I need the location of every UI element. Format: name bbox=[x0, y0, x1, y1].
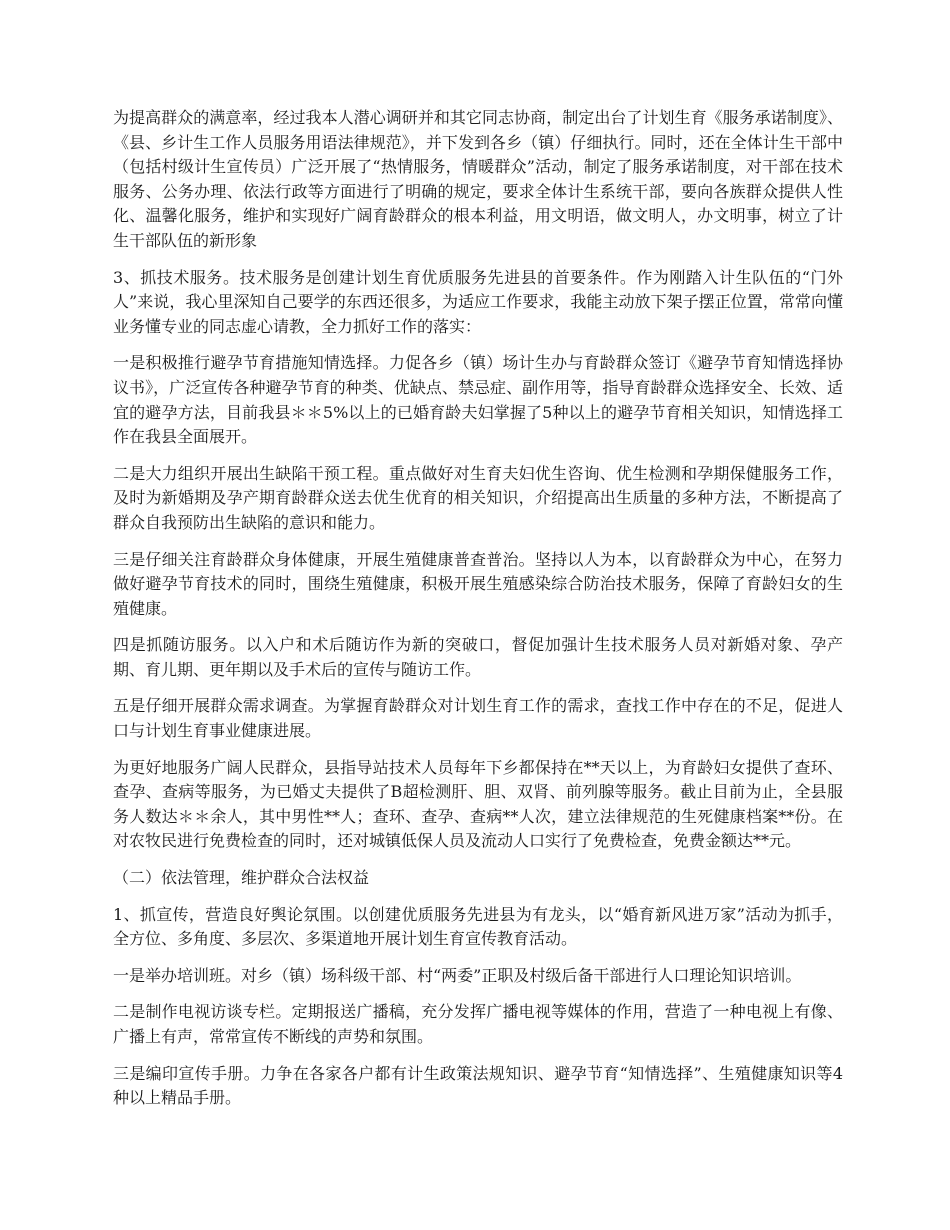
paragraph-technical-service: 3、抓技术服务。技术服务是创建计划生育优质服务先进县的首要条件。作为刚踏入计生队伍的“门外人”来说，我心里深知自己要学的东西还很多，为适应工作要求，我能主动放下架子摆正位置，常常向懂业务懂专业的同志虚心请教，全力抓好工作的落实： bbox=[113, 267, 843, 336]
section-heading-legal-management: （二）依法管理，维护群众合法权益 bbox=[113, 868, 370, 888]
paragraph-service-commitment: 为提高群众的满意率，经过我本人潜心调研并和其它同志协商，制定出台了计划生育《服务承诺制度》、《县、乡计生工作人员服务用语法律规范》，并下发到各乡（镇）仔细执行。同时，还在全体计生干部中（包括村级计生宣传员）广泛开展了“热情服务，情暖群众”活动，制定了服务承诺制度，对干部在技术服务、公务办理、依法行政等方面进行了明确的规定，要求全体计生系统干部，要向各族群众提供人性化、温馨化服务，维护和实现好广阔育龄群众的根本利益，用文明语，做文明人，办文明事，树立了计生干部队伍的新形象 bbox=[113, 108, 843, 250]
paragraph-needs-survey: 五是仔细开展群众需求调查。为掌握育龄群众对计划生育工作的需求，查找工作中存在的不足，促进人口与计划生育事业健康进展。 bbox=[113, 696, 843, 741]
paragraph-reproductive-health: 三是仔细关注育龄群众身体健康，开展生殖健康普查普治。坚持以人为本，以育龄群众为中心，在努力做好避孕节育技术的同时，围绕生殖健康，积极开展生殖感染综合防治技术服务，保障了育龄妇女的生殖健康。 bbox=[113, 549, 843, 618]
paragraph-brochures: 三是编印宣传手册。力争在各家各户都有计生政策法规知识、避孕节育“知情选择”、生殖健康知识等4种以上精品手册。 bbox=[113, 1063, 843, 1108]
paragraph-service-statistics: 为更好地服务广阔人民群众，县指导站技术人员每年下乡都保持在**天以上，为育龄妇女提供了查环、查孕、查病等服务，为已婚丈夫提供了B超检测肝、胆、双肾、前列腺等服务。截止目前为止，全县服务人数达＊＊余人，其中男性**人；查环、查孕、查病**人次，建立法律规范的生死健康档案**份。在对农牧民进行免费检查的同时，还对城镇低保人员及流动人口实行了免费检查，免费金额达**元。 bbox=[113, 757, 843, 851]
paragraph-follow-up-service: 四是抓随访服务。以入户和术后随访作为新的突破口，督促加强计生技术服务人员对新婚对象、孕产期、育儿期、更年期以及手术后的宣传与随访工作。 bbox=[113, 635, 843, 679]
paragraph-training-class: 一是举办培训班。对乡（镇）场科级干部、村“两委”正职及村级后备干部进行人口理论知识培训。 bbox=[113, 965, 802, 985]
document-body bbox=[113, 106, 843, 1123]
paragraph-tv-column: 二是制作电视访谈专栏。定期报送广播稿，充分发挥广播电视等媒体的作用，营造了一种电视上有像、广播上有声，常常宣传不断线的声势和氛围。 bbox=[113, 1002, 843, 1046]
paragraph-contraception-choice: 一是积极推行避孕节育措施知情选择。力促各乡（镇）场计生办与育龄群众签订《避孕节育知情选择协议书》，广泛宣传各种避孕节育的种类、优缺点、禁忌症、副作用等，指导育龄群众选择安全、长效、适宜的避孕方法，目前我县＊＊5%以上的已婚育龄夫妇掌握了5种以上的避孕节育相关知识，知情选择工作在我县全面展开。 bbox=[113, 353, 843, 447]
paragraph-publicity: 1、抓宣传，营造良好舆论氛围。以创建优质服务先进县为有龙头，以“婚育新风进万家”活动为抓手，全方位、多角度、多层次、多渠道地开展计划生育宣传教育活动。 bbox=[113, 904, 843, 949]
paragraph-birth-defect-intervention: 二是大力组织开展出生缺陷干预工程。重点做好对生育夫妇优生咨询、优生检测和孕期保健服务工作，及时为新婚期及孕产期育龄群众送去优生优育的相关知识，介绍提高出生质量的多种方法，不断提高了群众自我预防出生缺陷的意识和能力。 bbox=[113, 463, 843, 532]
